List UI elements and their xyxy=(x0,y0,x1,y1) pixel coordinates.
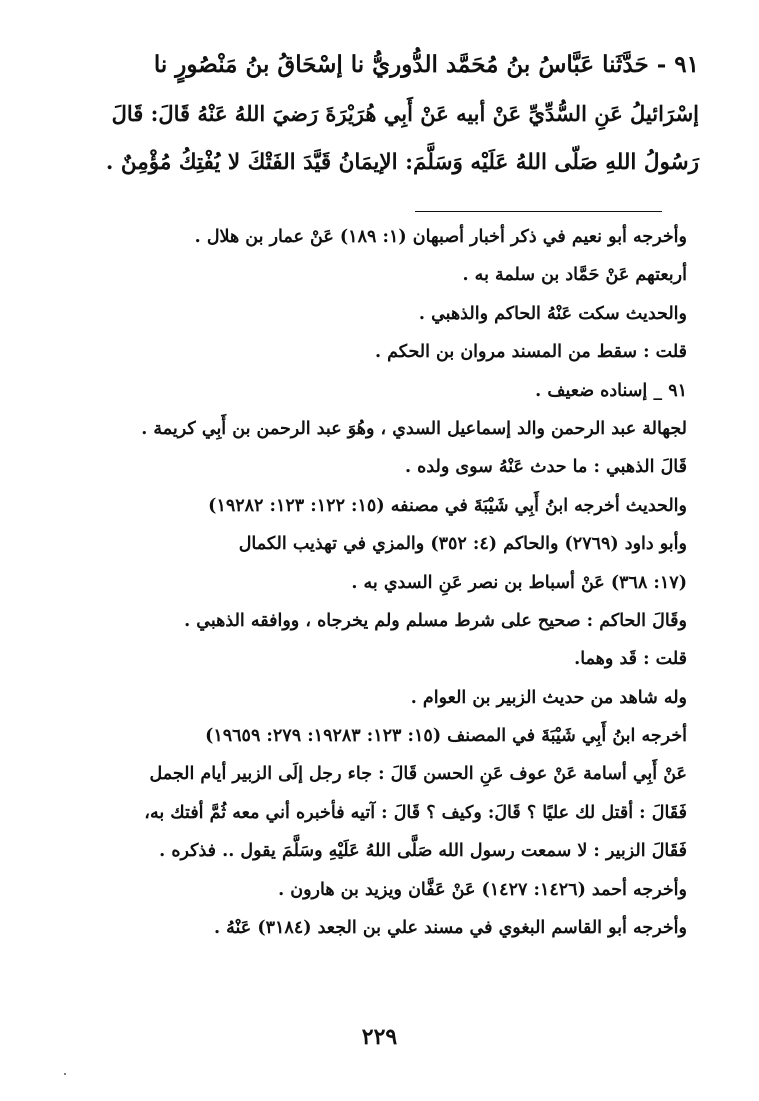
footnote-line: أخرجه ابنُ أَبِي شَيْبَةَ في المصنف (١٥: ١٢٣: ١٩٢٨٣: ٢٧٩: ١٩٦٥٩) xyxy=(205,726,687,747)
footnote-line: وقَالَ الحاكم : صحيح على شرط مسلم ولم يخرجاه ، ووافقه الذهبي . xyxy=(184,610,687,631)
footnote-line: فَقَالَ الزبير : لا سمعت رسول الله صَلَّى اللهُ عَلَيْهِ وسَلَّمَ يقول .. فذكره . xyxy=(159,841,687,862)
footnote-line: أربعتهم عَنْ حَمَّاد بن سلمة به . xyxy=(462,265,687,286)
main-hadith-text xyxy=(100,40,699,187)
hadith-line: رَسُولُ اللهِ صَلّى اللهُ عَلَيْه وَسَلَّمَ: الإيمَانُ قَيَّدَ الفَتْكَ لا يُفْتِكُ مُؤْمِنٌ . xyxy=(105,150,699,175)
footnotes xyxy=(66,218,687,947)
hadith-line: ٩١ - حَدَّثَنا عَبَّاسُ بنُ مُحَمَّد الدُّوريُّ نا إسْحَاقُ بنُ مَنْصُورٍ نا xyxy=(153,51,699,78)
footnote-line: لجهالة عبد الرحمن والد إسماعيل السدي ، وهُوَ عبد الرحمن بن أَبِي كريمة . xyxy=(141,418,687,439)
hadith-line: إسْرَائيلُ عَنِ السُّدِّيِّ عَنْ أبيه عَنْ أَبِي هُرَيْرَةَ رَضيَ اللهُ عَنْهُ قَالَ: قَالَ xyxy=(111,101,699,126)
footnote-line: وأبو داود (٢٧٦٩) والحاكم (٤: ٣٥٢) والمزي في تهذيب الكمال xyxy=(238,534,687,555)
footnote-line: والحديث سكت عَنْهُ الحاكم والذهبي . xyxy=(418,303,687,324)
footnote-line: وأخرجه أبو نعيم في ذكر أخبار أصبهان (١: ١٨٩) عَنْ عمار بن هلال . xyxy=(194,227,687,247)
footnote-line: عَنْ أَبِي أسامة عَنْ عوف عَنِ الحسن قَالَ : جاء رجل إلَى الزبير أيام الجمل xyxy=(149,764,687,785)
page-number: ٢٢٩ xyxy=(361,1024,398,1050)
footnote-line: قلت : قَد وهما. xyxy=(574,649,687,670)
scan-speck xyxy=(64,1073,66,1075)
footnote-line: قَالَ الذهبي : ما حدث عَنْهُ سوى ولده . xyxy=(404,457,687,478)
footnote-line: وأخرجه أبو القاسم البغوي في مسند علي بن الجعد (٣١٨٤) عَنْهُ . xyxy=(213,918,687,939)
footnote-line: (١٧: ٣٦٨) عَنْ أسباط بن نصر عَنِ السدي به . xyxy=(351,572,687,593)
footnote-line: والحديث أخرجه ابنُ أَبِي شَيْبَةَ في مصنفه (١٥: ١٢٢: ١٢٣: ١٩٢٨٢) xyxy=(208,495,687,516)
footnote-line: فَقَالَ : أقتل لك عليًا ؟ قَالَ: وكيف ؟ قَالَ : آتيه فأخبره أني معه ثُمَّ أفتك به، xyxy=(144,802,687,823)
footnote-divider xyxy=(415,211,662,212)
footnote-line: وله شاهد من حديث الزبير بن العوام . xyxy=(410,687,687,708)
footnote-line: وأخرجه أحمد (١٤٢٦: ١٤٢٧) عَنْ عَفَّان ويزيد بن هارون . xyxy=(278,879,687,900)
footnote-line: قلت : سقط من المسند مروان بن الحكم . xyxy=(374,342,687,363)
footnote-line: ٩١ _ إسناده ضعيف . xyxy=(535,380,687,401)
